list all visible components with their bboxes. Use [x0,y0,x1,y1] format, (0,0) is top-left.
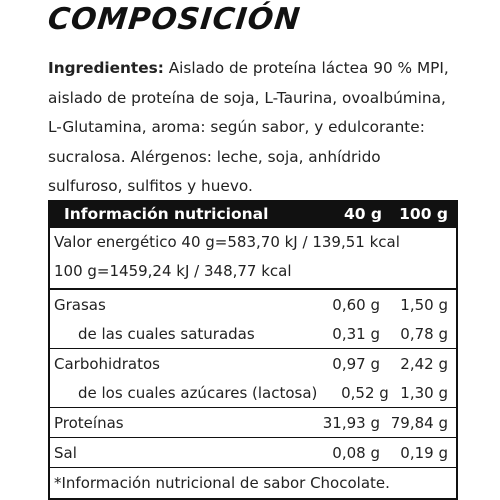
ingredients-text: Aislado de proteína láctea 90 % MPI, aislado de proteína de soja, L-Taurina, ovoalbúmina, L-Glutamina, aroma: según sabor, y edulcorante: sucralosa. Alérgenos: leche, soja, anhídrido sulfuroso, sulfitos y huevo. [48,59,449,195]
row-name: de las cuales saturadas [78,324,255,343]
table-row-azucares [50,378,456,408]
energy-line-100g: 100 g=1459,24 kJ / 348,77 kcal [54,262,292,280]
row-value-100g: 1,30 g [400,383,448,402]
table-row-proteinas [50,408,456,438]
row-value-100g: 79,84 g [390,413,448,432]
row-name: Sal [54,443,77,462]
table-row-grasas [50,290,456,319]
ingredients-paragraph [48,54,458,202]
row-value-40g: 0,97 g [332,354,380,373]
row-value-100g: 0,19 g [400,443,448,462]
row-value-100g: 2,42 g [400,354,448,373]
row-value-40g: 0,52 g [341,383,389,402]
row-name: Grasas [54,295,106,314]
header-100g: 100 g [399,205,448,223]
row-name: Proteínas [54,413,124,432]
row-name: de los cuales azúcares (lactosa) [78,383,318,402]
table-header [50,200,456,228]
table-row-saturadas [50,319,456,349]
nutrition-table [48,200,458,500]
energy-line-40g: Valor energético 40 g=583,70 kJ / 139,51 kcal [54,233,400,251]
row-value-100g: 1,50 g [400,295,448,314]
table-row-sal [50,438,456,468]
row-value-40g: 0,08 g [332,443,380,462]
row-value-40g: 0,31 g [332,324,380,343]
header-name: Información nutricional [64,205,269,223]
row-value-100g: 0,78 g [400,324,448,343]
header-40g: 40 g [343,205,382,223]
energy-block [50,228,456,290]
footnote: *Información nutricional de sabor Chocolate. [54,474,390,492]
row-name: Carbohidratos [54,354,160,373]
page-title: COMPOSICIÓN [46,2,303,37]
row-value-40g: 0,60 g [332,295,380,314]
row-value-40g: 31,93 g [322,413,380,432]
ingredients-label: Ingredientes: [48,59,164,77]
table-row-carbohidratos [50,349,456,378]
